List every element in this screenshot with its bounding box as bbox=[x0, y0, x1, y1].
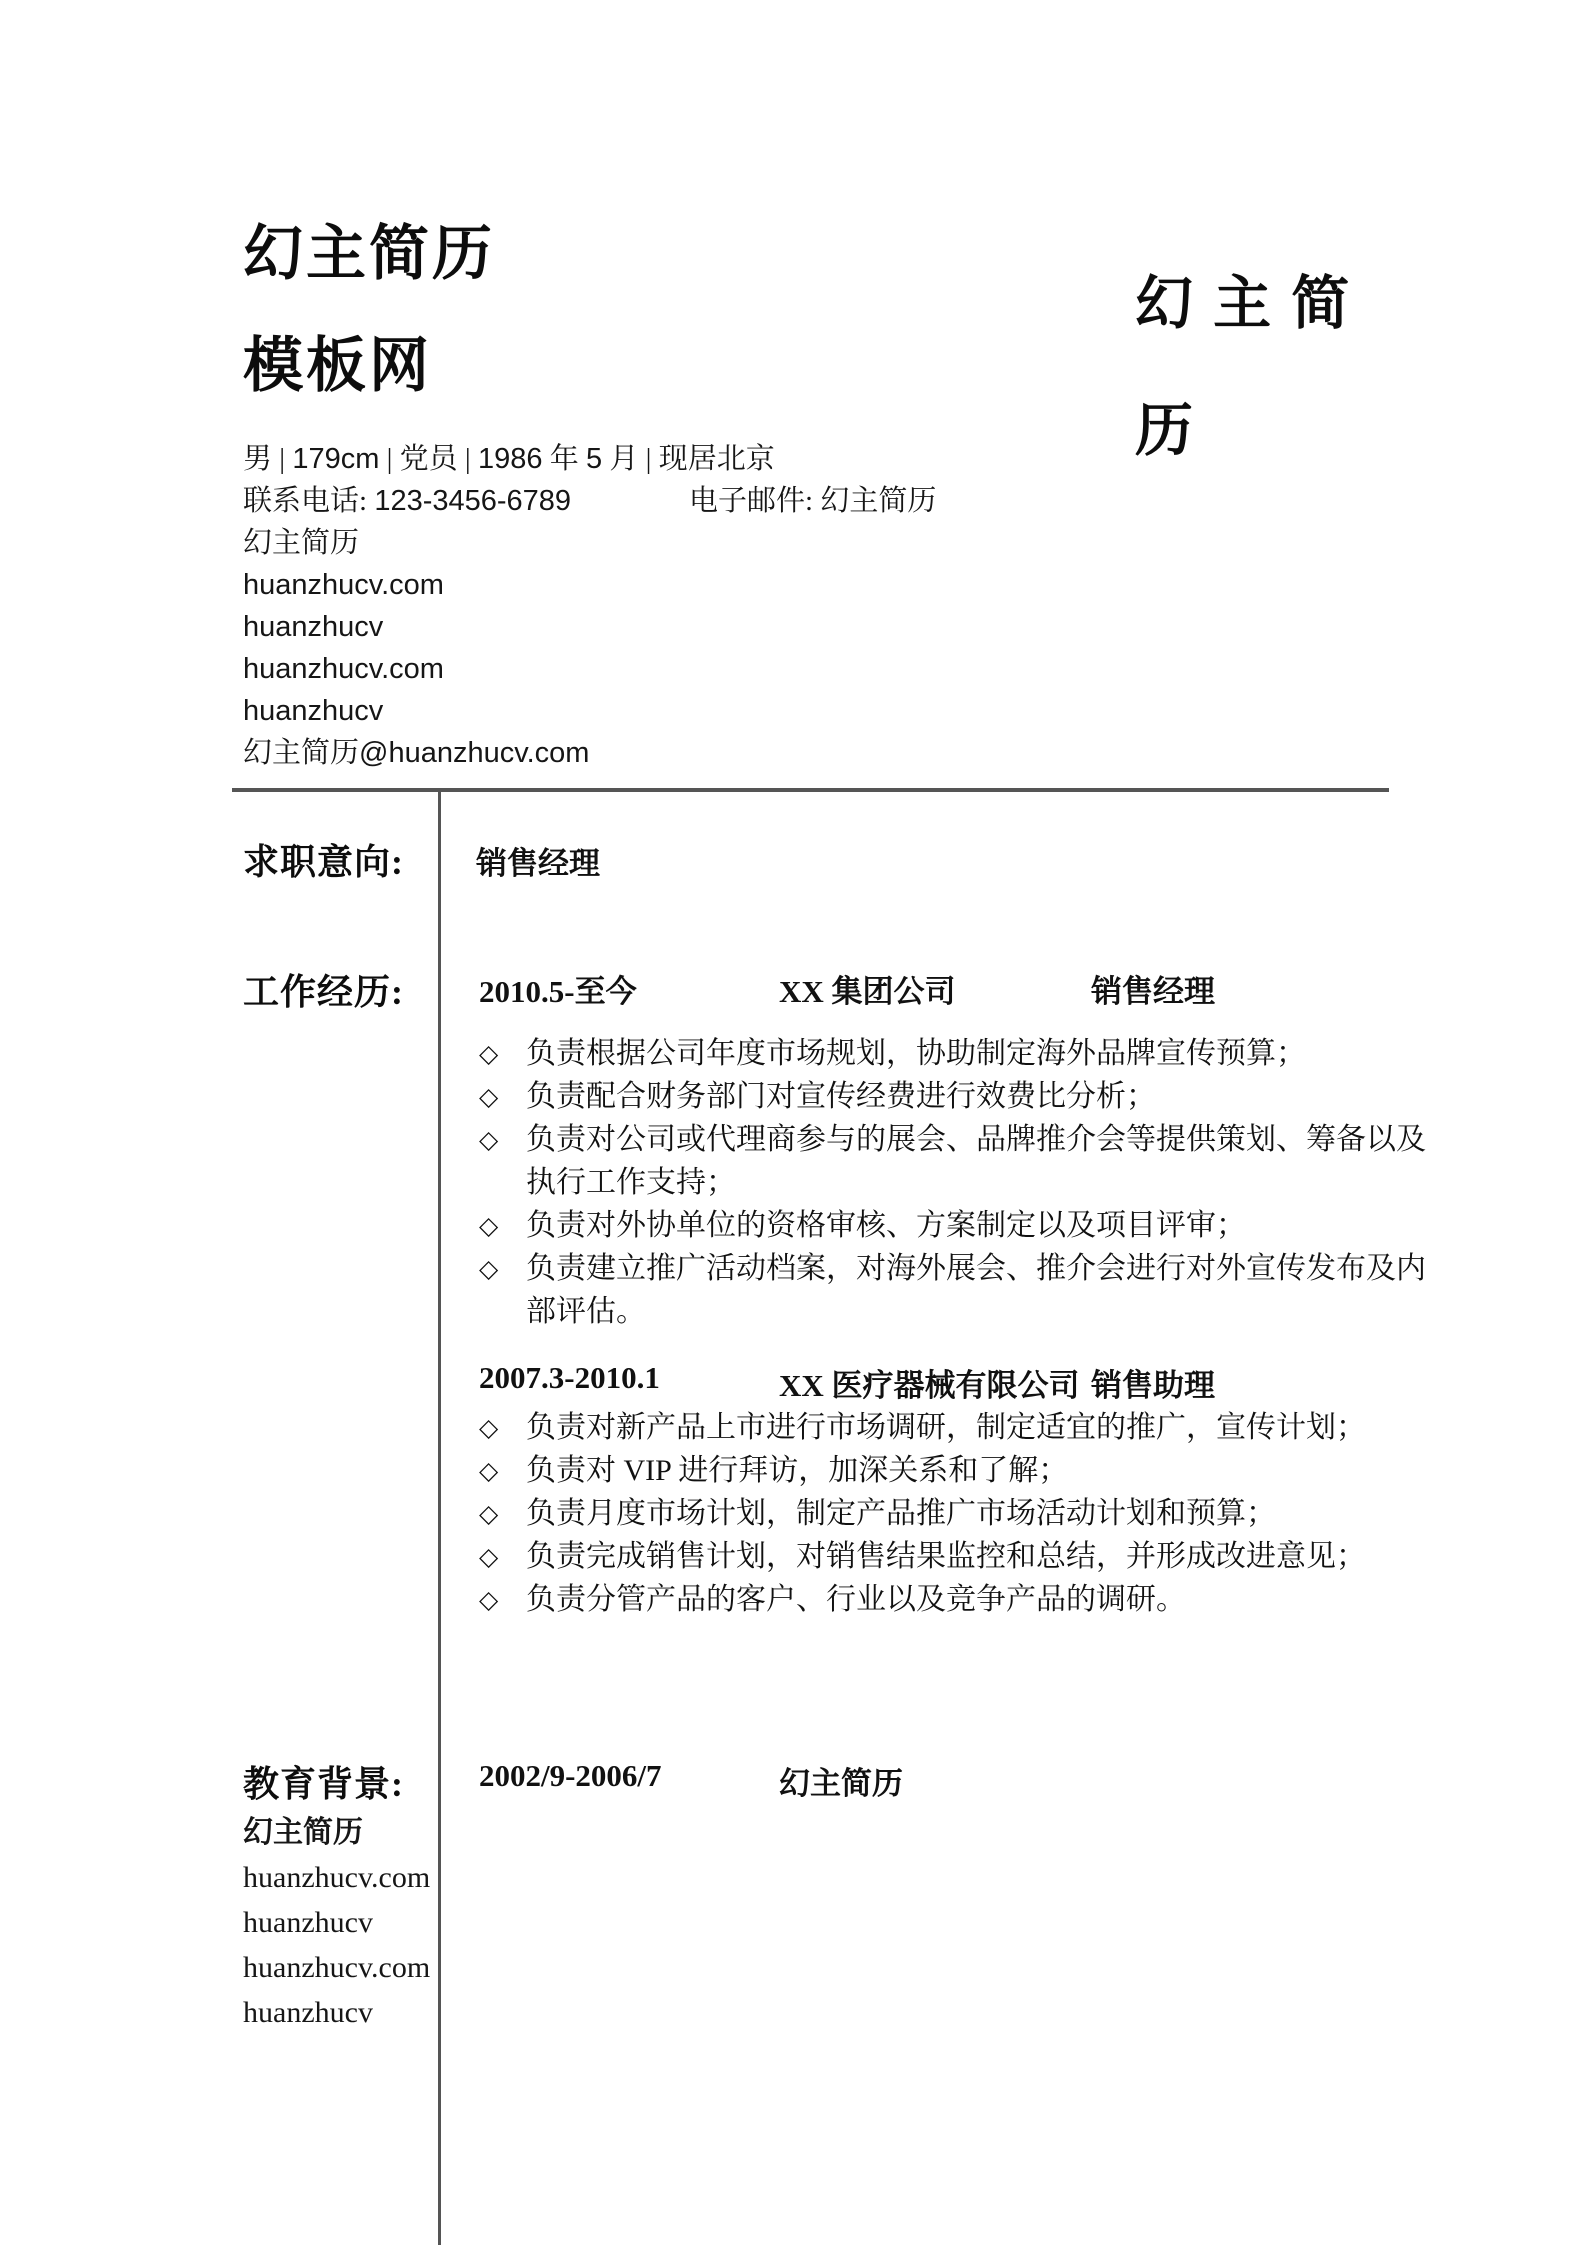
bullet-text: 负责对外协单位的资格审核、方案制定以及项目评审； bbox=[526, 1209, 1246, 1242]
education-footer-block bbox=[243, 1810, 430, 2035]
education-header bbox=[479, 1758, 1439, 1803]
bullet-text: 负责完成销售计划，对销售结果监控和总结，并形成改进意见； bbox=[526, 1540, 1366, 1573]
job1-header bbox=[479, 966, 1439, 1011]
diamond-bullet-icon: ◇ bbox=[479, 1082, 499, 1111]
email-name-value: 幻主简历 bbox=[820, 485, 937, 517]
username-line-1: huanzhucv bbox=[243, 611, 384, 643]
diamond-bullet-icon: ◇ bbox=[479, 1499, 499, 1528]
brand-title-line2: 模板网 bbox=[243, 332, 432, 399]
bullet-item bbox=[479, 1247, 1437, 1333]
diamond-bullet-icon: ◇ bbox=[479, 1039, 499, 1068]
email-address-cn: 幻主简历 bbox=[243, 737, 360, 769]
education-spacer bbox=[1091, 1758, 1439, 1803]
diamond-bullet-icon: ◇ bbox=[479, 1211, 499, 1240]
brand-title-line1: 幻主简历 bbox=[243, 220, 495, 287]
brand-title bbox=[243, 198, 495, 422]
section-label-objective: 求职意向: bbox=[243, 842, 404, 882]
contact-block bbox=[243, 438, 936, 774]
section-label-education: 教育背景: bbox=[243, 1764, 404, 1804]
objective-value: 销售经理 bbox=[476, 846, 600, 881]
email-label: 电子邮件: bbox=[689, 485, 821, 517]
diamond-bullet-icon: ◇ bbox=[479, 1125, 499, 1154]
diamond-bullet-icon: ◇ bbox=[479, 1254, 499, 1283]
job1-company: XX 集团公司 bbox=[779, 974, 956, 1009]
email-address-line bbox=[243, 732, 936, 774]
height-value: 179cm bbox=[292, 443, 380, 475]
section-label-experience: 工作经历: bbox=[243, 972, 404, 1012]
bullet-text: 负责建立推广活动档案，对海外展会、推介会进行对外宣传发布及内部评估。 bbox=[526, 1252, 1426, 1328]
birth-month: 5 bbox=[586, 443, 603, 475]
name-line2: 历 bbox=[1135, 398, 1196, 463]
website-line-1: huanzhucv.com bbox=[243, 569, 444, 601]
job2-title: 销售助理 bbox=[1091, 1368, 1215, 1403]
job2-header bbox=[479, 1360, 1439, 1405]
education-footer-line: huanzhucv.com bbox=[243, 1951, 431, 1984]
email-address-latin: @huanzhucv.com bbox=[359, 737, 590, 769]
website-line-2: huanzhucv.com bbox=[243, 653, 444, 685]
education-period: 2002/9-2006/7 bbox=[479, 1758, 662, 1793]
phone-email-line bbox=[243, 480, 936, 522]
education-footer-line: huanzhucv.com bbox=[243, 1861, 431, 1894]
bullet-item bbox=[479, 1535, 1437, 1578]
diamond-bullet-icon: ◇ bbox=[479, 1456, 499, 1485]
username-line-2: huanzhucv bbox=[243, 695, 384, 727]
year-unit: 年 bbox=[542, 443, 587, 475]
bullet-item bbox=[479, 1118, 1437, 1204]
bullet-item bbox=[479, 1578, 1437, 1621]
education-footer-line: huanzhucv bbox=[243, 1906, 373, 1939]
bullet-item bbox=[479, 1449, 1437, 1492]
bullet-text: 负责月度市场计划，制定产品推广市场活动计划和预算； bbox=[526, 1497, 1276, 1530]
diamond-bullet-icon: ◇ bbox=[479, 1542, 499, 1571]
bullet-item bbox=[479, 1406, 1437, 1449]
bullet-item bbox=[479, 1075, 1437, 1118]
politics-text: | 党员 | bbox=[379, 443, 478, 475]
job1-bullet-list bbox=[479, 1032, 1437, 1333]
bullet-item bbox=[479, 1032, 1437, 1075]
job1-period: 2010.5-至今 bbox=[479, 974, 637, 1009]
name-block bbox=[1135, 240, 1375, 494]
education-school: 幻主简历 bbox=[779, 1766, 903, 1801]
job2-company: XX 医疗器械有限公司 bbox=[779, 1368, 1080, 1403]
bullet-text: 负责配合财务部门对宣传经费进行效费比分析； bbox=[526, 1080, 1156, 1113]
job1-title: 销售经理 bbox=[1091, 974, 1215, 1009]
bullet-text: 负责对公司或代理商参与的展会、品牌推介会等提供策划、筹备以及执行工作支持； bbox=[526, 1123, 1426, 1199]
bullet-text: 负责根据公司年度市场规划，协助制定海外品牌宣传预算； bbox=[526, 1037, 1306, 1070]
basic-info-line bbox=[243, 438, 936, 480]
phone-label: 联系电话: bbox=[243, 485, 375, 517]
column-divider-rule bbox=[438, 792, 441, 2245]
birth-year: 1986 bbox=[477, 443, 543, 475]
bullet-text: 负责对 VIP 进行拜访，加深关系和了解； bbox=[526, 1454, 1069, 1487]
bullet-text: 负责分管产品的客户、行业以及竞争产品的调研。 bbox=[526, 1583, 1186, 1616]
education-footer-line: huanzhucv bbox=[243, 1996, 373, 2029]
residence-text: 月 | 现居北京 bbox=[602, 443, 775, 475]
gender-text: 男 | bbox=[243, 443, 293, 475]
header-divider-rule bbox=[232, 788, 1389, 792]
name-line1: 幻 主 简 bbox=[1135, 271, 1352, 336]
diamond-bullet-icon: ◇ bbox=[479, 1585, 499, 1614]
contact-name-line: 幻主简历 bbox=[243, 527, 360, 559]
diamond-bullet-icon: ◇ bbox=[479, 1413, 499, 1442]
bullet-item bbox=[479, 1492, 1437, 1535]
phone-value: 123-3456-6789 bbox=[374, 485, 572, 517]
job2-period: 2007.3-2010.1 bbox=[479, 1360, 660, 1395]
job2-bullet-list bbox=[479, 1406, 1437, 1621]
education-footer-name: 幻主简历 bbox=[243, 1816, 363, 1849]
bullet-item bbox=[479, 1204, 1437, 1247]
bullet-text: 负责对新产品上市进行市场调研，制定适宜的推广，宣传计划； bbox=[526, 1411, 1366, 1444]
